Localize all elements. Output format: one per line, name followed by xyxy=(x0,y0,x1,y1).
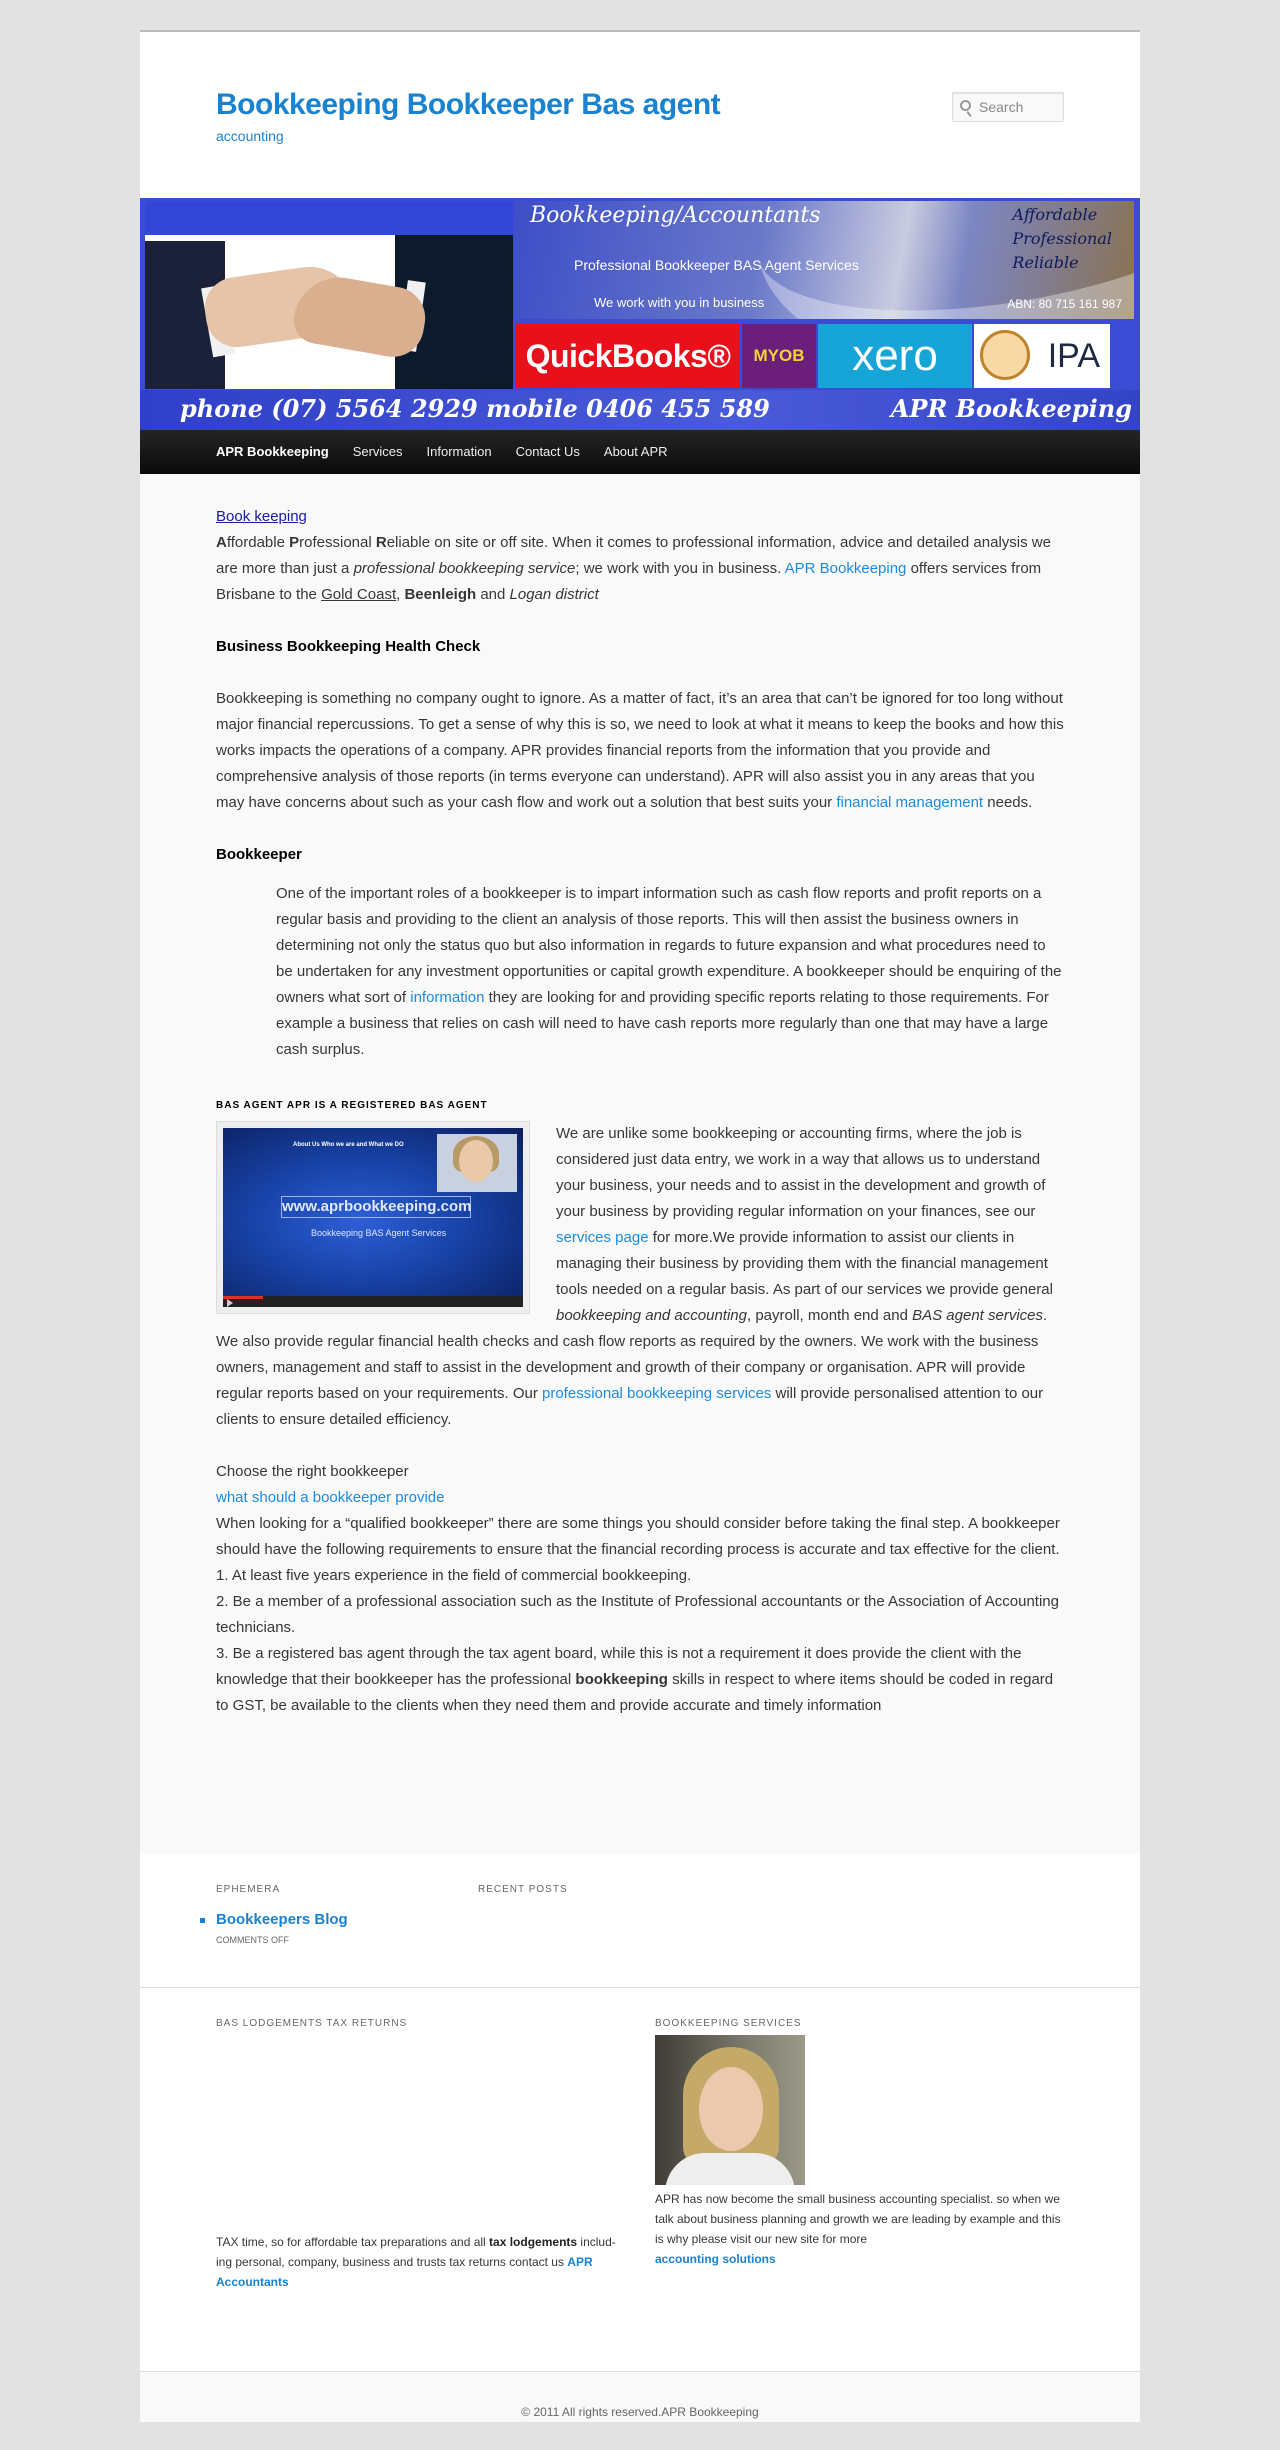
main-content xyxy=(140,474,1140,1854)
bookkeeper-quote xyxy=(276,881,1064,1063)
bas-text: We are unlike some bookkeeping or accounting firms, where the job is considered just data entry, we work in a way that allows us to understand your business, your needs and to assist in the development and growth of your business by providing regular information on your finances, see our xyxy=(556,1125,1046,1220)
tax-lodgements-text: tax lodgements xyxy=(489,2235,578,2249)
site-description: accounting xyxy=(216,128,284,144)
main-navigation xyxy=(140,430,1140,474)
ephemera-title: EPHEMERA xyxy=(216,1884,281,1895)
bas-lodgements-text xyxy=(216,2232,616,2292)
play-icon[interactable] xyxy=(227,1299,233,1307)
banner-tagline-2: We work with you in business xyxy=(594,295,765,310)
requirement-3-end: skills in respect to where items should be coded in regard to GST, be available to the clients when they need them and provide accurate and timely information xyxy=(216,1671,1054,1714)
accounting-solutions-link[interactable]: accounting solutions xyxy=(655,2252,776,2266)
apr-accountants-link[interactable]: APR Accountants xyxy=(216,2255,593,2289)
owner-photo xyxy=(655,2035,805,2185)
article-body xyxy=(216,504,1064,1719)
page xyxy=(140,30,1140,2420)
bas-text: will provide personalised attention to our clients to ensure detailed efficiency. xyxy=(216,1385,1044,1428)
video-url-text: www.aprbookkeeping.com xyxy=(281,1196,471,1218)
nav-item-apr-bookkeeping[interactable]: APR Bookkeeping xyxy=(216,444,329,459)
intro-text: and xyxy=(476,586,510,603)
video-player[interactable] xyxy=(223,1128,523,1307)
site-title[interactable]: Bookkeeping Bookkeeper Bas agent xyxy=(216,88,721,121)
apr-bookkeeping-link[interactable]: APR Bookkeeping xyxy=(784,560,907,577)
bookkeeper-provide-link[interactable]: what should a bookkeeper provide xyxy=(216,1489,445,1506)
choose-paragraph xyxy=(216,1459,1064,1719)
banner-tagline: Professional Bookkeeper BAS Agent Services xyxy=(574,257,859,273)
widget-area-two xyxy=(140,1988,1140,2372)
bookkeeping-services-title: BOOKKEEPING SERVICES xyxy=(655,2018,802,2029)
myob-logo: MYOB xyxy=(742,324,816,388)
intro-text: rofessional xyxy=(299,534,376,551)
search-icon xyxy=(960,100,971,111)
nav-item-contact-us[interactable]: Contact Us xyxy=(515,444,580,459)
quote-text: One of the important roles of a bookkeeper is to impart information such as cash flow reports and profit reports on a regular basis and providing to the client an analysis of those reports. This will then assist the business owners in determining not only the status quo but also information in regards to future expansion and what procedures need to be undertaken for any investment opportunities or capital growth expenditure. A bookkeeper should be enquiring of the owners what sort of xyxy=(276,885,1062,1006)
header-banner xyxy=(140,198,1140,430)
value-professional: Professional xyxy=(1012,229,1112,248)
quote-end: they are looking for and providing specific reports relating to those requirements. For example a business that relies on cash will need to have cash reports more regularly than one that may have a large cash surplus. xyxy=(276,989,1049,1058)
search-input[interactable] xyxy=(979,98,1059,116)
value-affordable: Affordable xyxy=(1012,205,1098,224)
intro-text: , xyxy=(396,586,405,603)
book-keeping-link[interactable]: Book keeping xyxy=(216,508,307,525)
intro-initial-a: A xyxy=(216,534,227,551)
services-page-link[interactable]: services page xyxy=(556,1229,649,1246)
requirement-3-bold: bookkeeping xyxy=(575,1671,668,1688)
choose-text: When looking for a “qualified bookkeeper” there are some things you should consider before taking the final step. A bookkeeper should have the following requirements to ensure that the financial recording process is accurate and tax effective for the client. xyxy=(216,1515,1060,1558)
copyright-text: © 2011 All rights reserved.APR Bookkeeping xyxy=(521,2405,759,2419)
video-title: About Us Who we are and What we DO xyxy=(293,1142,404,1148)
bas-agent-section xyxy=(216,1121,1064,1433)
requirement-1: 1. At least five years experience in the field of commercial bookkeeping. xyxy=(216,1567,692,1584)
intro-initial-r: R xyxy=(375,534,387,551)
intro-text: ; we work with you in business. xyxy=(575,560,785,577)
banner-abn: ABN: 80 715 161 987 xyxy=(1007,297,1122,311)
nav-item-information[interactable]: Information xyxy=(426,444,492,459)
ipa-seal-icon xyxy=(980,330,1030,380)
banner-phone: phone (07) 5564 2929 mobile 0406 455 589 xyxy=(180,394,770,423)
ephemera-widget xyxy=(216,1884,446,1945)
handshake-image xyxy=(145,201,513,389)
bullet-icon xyxy=(200,1918,205,1923)
health-check-text: Bookkeeping is something no company ought to ignore. As a matter of fact, it’s an area that can’t be ignored for too long without major financial repercussions. To get a sense of why this is so, we need to look at what it means to keep the books and how this works impacts the operations of a company. APR provides financial reports from the information that you provide and comprehensive analysis of those reports (in terms everyone can understand). APR will also assist you in any areas that you may have concerns about such as your cash flow and work out a solution that best suits your xyxy=(216,690,1064,811)
video-subtitle: Bookkeeping BAS Agent Services xyxy=(311,1228,447,1238)
recent-posts-title: RECENT POSTS xyxy=(478,1884,568,1895)
logan-text: Logan district xyxy=(509,586,599,603)
bas-lodgements-title: BAS LODGEMENTS TAX RETURNS xyxy=(216,2018,408,2029)
widget-area-one xyxy=(140,1854,1140,1988)
bas-agent-heading: BAS AGENT APR IS A REGISTERED BAS AGENT xyxy=(216,1100,488,1111)
banner-values xyxy=(1012,203,1112,275)
bookkeepers-blog-link[interactable]: Bookkeepers Blog xyxy=(216,1911,348,1928)
site-header xyxy=(140,32,1140,192)
search-box[interactable] xyxy=(952,92,1064,122)
banner-heading-panel xyxy=(514,201,1134,319)
ipa-logo xyxy=(974,324,1110,388)
intro-paragraph xyxy=(216,504,1064,608)
intro-text: offers services from Brisbane to the xyxy=(216,560,1042,603)
intro-text: eliable on site or off site. When it comes to professional information, advice and detailed analysis we are more than just a xyxy=(216,534,1051,577)
intro-text: ffordable xyxy=(226,534,290,551)
bookkeeper-heading: Bookkeeper xyxy=(216,846,302,863)
bas-lodgements-widget xyxy=(216,2018,616,2029)
ipa-logo-text: IPA xyxy=(1047,336,1100,375)
video-embed[interactable] xyxy=(216,1121,530,1314)
information-link[interactable]: information xyxy=(410,989,485,1006)
banner-brand: APR Bookkeeping xyxy=(890,394,1132,423)
banner-heading: Bookkeeping/Accountants xyxy=(530,203,821,228)
requirement-2: 2. Be a member of a professional association such as the Institute of Professional accountants or the Association of Accounting technicians. xyxy=(216,1593,1059,1636)
financial-management-link[interactable]: financial management xyxy=(836,794,984,811)
bs-widget-text: APR has now become the small business accounting specialist. so when we talk about business planning and growth we are leading by example and this is why please visit our new site for more xyxy=(655,2192,1061,2246)
xero-logo: xero xyxy=(818,324,972,388)
bookkeeping-services-text xyxy=(655,2189,1065,2269)
requirement-3: 3. Be a registered bas agent through the tax agent board, while this is not a requirement it does provide the client with the knowledge that their bookkeeper has the professional xyxy=(216,1645,1022,1688)
bas-text: for more.We provide information to assist our clients in managing their business by providing them with the financial management tools needed on a regular basis. As part of our services we provide general xyxy=(556,1229,1053,1298)
bas-text: , payroll, month end and xyxy=(747,1307,913,1324)
nav-item-about-apr[interactable]: About APR xyxy=(603,444,668,459)
professional-bookkeeping-link[interactable]: professional bookkeeping services xyxy=(542,1385,772,1402)
list-item xyxy=(216,1911,446,1945)
health-check-end: needs. xyxy=(983,794,1033,811)
gold-coast-text: Gold Coast xyxy=(321,586,397,603)
quickbooks-logo: QuickBooks® xyxy=(516,324,740,388)
nav-item-services[interactable]: Services xyxy=(352,444,403,459)
beenleigh-text: Beenleigh xyxy=(404,586,477,603)
intro-emphasis: professional bookkeeping service xyxy=(353,560,576,577)
comments-off-label: COMMENTS OFF xyxy=(216,1935,289,1945)
bas-widget-text: TAX time, so for affordable tax preparations and all xyxy=(216,2235,490,2249)
value-reliable: Reliable xyxy=(1012,253,1079,272)
video-control-bar[interactable] xyxy=(223,1296,523,1307)
bas-text: . We also provide regular financial health checks and cash flow reports as required by the owners. We work with the business owners, management and staff to assist in the development and growth of their company or organisation. APR will provide regular reports based on your requirements. Our xyxy=(216,1307,1048,1402)
intro-initial-p: P xyxy=(289,534,300,551)
banner-contact-strip xyxy=(140,390,1140,430)
health-check-heading: Business Bookkeeping Health Check xyxy=(216,638,481,655)
bas-emphasis: BAS agent services xyxy=(912,1307,1044,1324)
bas-widget-text: includ-ing personal, company, business and trusts tax returns contact us xyxy=(216,2235,616,2269)
site-footer xyxy=(140,2372,1140,2422)
bas-emphasis: bookkeeping and accounting xyxy=(556,1307,747,1324)
choose-heading: Choose the right bookkeeper xyxy=(216,1463,409,1480)
bookkeeping-services-widget xyxy=(655,2018,1065,2269)
health-check-paragraph xyxy=(216,686,1064,816)
recent-posts-widget xyxy=(478,1884,708,1895)
